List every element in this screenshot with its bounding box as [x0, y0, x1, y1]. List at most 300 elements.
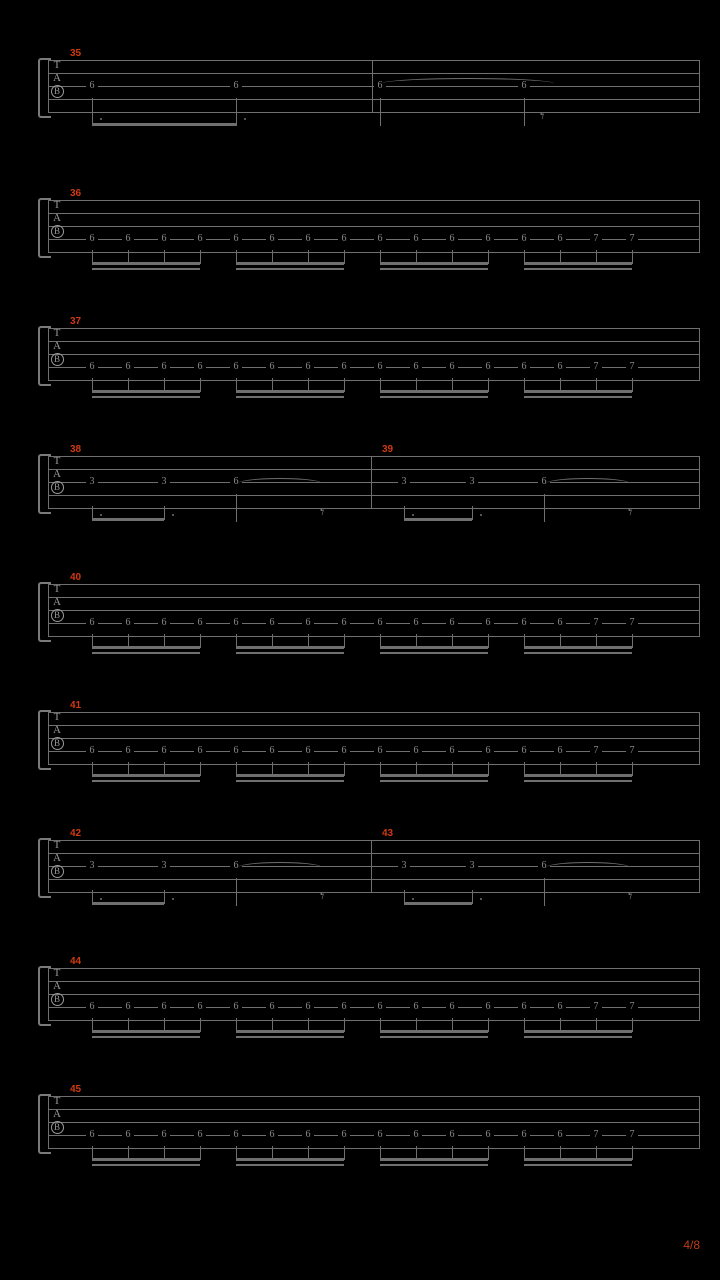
staff-start-barline — [48, 968, 49, 1020]
note-stem — [380, 98, 381, 126]
tab-note: 6 — [338, 746, 350, 756]
note-stem — [488, 634, 489, 648]
staff-line — [48, 636, 700, 637]
note-stem — [560, 378, 561, 392]
note-stem — [344, 1018, 345, 1032]
beam — [380, 774, 488, 777]
tab-note: 7 — [590, 362, 602, 372]
staff-end-barline — [699, 968, 700, 1020]
note-stem — [488, 1018, 489, 1032]
tab-clef — [50, 199, 64, 238]
tab-note: 6 — [374, 234, 386, 244]
tab-note: 6 — [446, 1002, 458, 1012]
note-stem — [308, 634, 309, 648]
note-stem — [164, 378, 165, 392]
tab-note: 3 — [86, 861, 98, 871]
tab-note: 6 — [122, 234, 134, 244]
beam — [236, 1036, 344, 1038]
staff-line — [48, 725, 700, 726]
note-stem — [236, 250, 237, 264]
tab-clef-letter: T — [53, 59, 61, 71]
tab-note: 7 — [590, 1002, 602, 1012]
note-stem — [416, 762, 417, 776]
beam — [92, 262, 200, 265]
note-stem — [236, 878, 237, 906]
tab-staff — [48, 584, 700, 636]
tab-clef-letter: A — [53, 212, 61, 224]
tab-clef — [50, 327, 64, 366]
note-stem — [308, 250, 309, 264]
staff-line — [48, 968, 700, 969]
staff-line — [48, 584, 700, 585]
tab-note: 6 — [482, 1130, 494, 1140]
tab-note: 6 — [86, 362, 98, 372]
note-stem — [524, 1146, 525, 1160]
tab-clef-letter: B — [51, 225, 64, 238]
tab-note: 6 — [446, 234, 458, 244]
tab-note: 6 — [482, 1002, 494, 1012]
tab-note: 6 — [338, 234, 350, 244]
staff-end-barline — [699, 456, 700, 508]
note-stem — [200, 1018, 201, 1032]
tab-staff — [48, 200, 700, 252]
staff-end-barline — [699, 60, 700, 112]
tab-note: 3 — [398, 861, 410, 871]
staff-start-barline — [48, 60, 49, 112]
tab-note: 6 — [410, 1130, 422, 1140]
staff-line — [48, 341, 700, 342]
tab-note: 7 — [626, 618, 638, 628]
staff-start-barline — [48, 328, 49, 380]
note-stem — [344, 634, 345, 648]
note-stem — [344, 762, 345, 776]
note-stem — [632, 1018, 633, 1032]
beam — [92, 780, 200, 782]
note-stem — [488, 762, 489, 776]
note-stem — [308, 1018, 309, 1032]
tab-clef-letter: T — [53, 583, 61, 595]
note-stem — [200, 634, 201, 648]
tab-note: 6 — [554, 1002, 566, 1012]
staff-start-barline — [48, 1096, 49, 1148]
note-stem — [164, 506, 165, 520]
staff-start-barline — [48, 200, 49, 252]
staff-line — [48, 60, 700, 61]
beam — [236, 268, 344, 270]
note-stem — [452, 634, 453, 648]
tie-slur — [546, 862, 630, 873]
note-stem — [128, 1146, 129, 1160]
tab-note: 7 — [626, 1130, 638, 1140]
note-stem — [128, 634, 129, 648]
tab-note: 3 — [158, 477, 170, 487]
note-stem — [404, 890, 405, 904]
beam — [92, 123, 236, 126]
staff-line — [48, 495, 700, 496]
note-stem — [560, 1018, 561, 1032]
measure-number: 36 — [70, 188, 82, 199]
note-stem — [560, 762, 561, 776]
beam — [92, 902, 164, 905]
tie-slur — [238, 862, 322, 873]
note-stem — [596, 250, 597, 264]
beam — [236, 780, 344, 782]
tab-note: 6 — [86, 746, 98, 756]
tab-clef-letter: T — [53, 199, 61, 211]
tab-note: 6 — [554, 362, 566, 372]
note-stem — [416, 634, 417, 648]
beam — [380, 268, 488, 270]
tab-note: 6 — [374, 1002, 386, 1012]
tab-clef-letter: B — [51, 865, 64, 878]
note-stem — [272, 634, 273, 648]
tab-note: 6 — [158, 234, 170, 244]
beam — [524, 1164, 632, 1166]
staff-line — [48, 738, 700, 739]
augmentation-dot — [412, 514, 414, 516]
note-stem — [92, 506, 93, 520]
tab-note: 6 — [122, 746, 134, 756]
note-stem — [524, 98, 525, 126]
tab-note: 6 — [374, 746, 386, 756]
note-stem — [416, 1146, 417, 1160]
tie-slur — [238, 478, 322, 489]
tab-staff — [48, 968, 700, 1020]
beam — [380, 1030, 488, 1033]
staff-line — [48, 456, 700, 457]
tab-note: 6 — [230, 1130, 242, 1140]
beam — [524, 262, 632, 265]
tab-clef-letter: B — [51, 85, 64, 98]
tab-note: 7 — [590, 746, 602, 756]
beam — [380, 780, 488, 782]
tab-note: 6 — [518, 234, 530, 244]
note-stem — [380, 762, 381, 776]
tab-note: 7 — [590, 1130, 602, 1140]
tab-note: 6 — [302, 234, 314, 244]
tab-note: 6 — [446, 618, 458, 628]
beam — [524, 396, 632, 398]
note-stem — [560, 1146, 561, 1160]
note-stem — [272, 378, 273, 392]
tab-clef-letter: B — [51, 737, 64, 750]
tab-note: 3 — [466, 861, 478, 871]
beam — [404, 902, 472, 905]
beam — [92, 1164, 200, 1166]
staff-line — [48, 73, 700, 74]
tab-note: 6 — [194, 618, 206, 628]
tab-note: 6 — [518, 746, 530, 756]
note-stem — [128, 762, 129, 776]
note-stem — [92, 250, 93, 264]
note-stem — [488, 250, 489, 264]
note-stem — [92, 634, 93, 648]
tab-note: 6 — [266, 362, 278, 372]
tab-note: 6 — [410, 1002, 422, 1012]
note-stem — [308, 378, 309, 392]
staff-line — [48, 994, 700, 995]
tab-note: 6 — [230, 1002, 242, 1012]
tab-note: 6 — [446, 746, 458, 756]
tab-clef — [50, 967, 64, 1006]
measure-number: 41 — [70, 700, 82, 711]
note-stem — [164, 1018, 165, 1032]
tab-note: 7 — [626, 746, 638, 756]
tab-note: 3 — [86, 477, 98, 487]
measure-barline — [371, 840, 372, 892]
tab-note: 6 — [122, 1130, 134, 1140]
tab-note: 6 — [86, 1002, 98, 1012]
tab-clef — [50, 839, 64, 878]
note-stem — [380, 378, 381, 392]
tab-clef-letter: T — [53, 1095, 61, 1107]
note-stem — [236, 634, 237, 648]
beam — [404, 518, 472, 521]
staff-line — [48, 981, 700, 982]
tab-note: 6 — [122, 618, 134, 628]
staff-line — [48, 1148, 700, 1149]
measure-number: 42 — [70, 828, 82, 839]
tab-note: 6 — [230, 234, 242, 244]
note-stem — [92, 1146, 93, 1160]
note-stem — [524, 762, 525, 776]
tab-note: 6 — [374, 362, 386, 372]
tab-note: 3 — [466, 477, 478, 487]
beam — [236, 396, 344, 398]
staff-line — [48, 1122, 700, 1123]
staff-line — [48, 1020, 700, 1021]
tab-clef-letter: B — [51, 481, 64, 494]
tab-note: 6 — [338, 618, 350, 628]
tab-note: 6 — [302, 1130, 314, 1140]
note-stem — [164, 634, 165, 648]
note-stem — [416, 378, 417, 392]
note-stem — [632, 634, 633, 648]
staff-end-barline — [699, 840, 700, 892]
tab-note: 7 — [626, 1002, 638, 1012]
tab-note: 6 — [410, 362, 422, 372]
tab-clef-letter: A — [53, 1108, 61, 1120]
staff-line — [48, 840, 700, 841]
note-stem — [164, 890, 165, 904]
augmentation-dot — [172, 898, 174, 900]
beam — [92, 518, 164, 521]
beam — [380, 1036, 488, 1038]
note-stem — [560, 250, 561, 264]
staff-line — [48, 610, 700, 611]
note-stem — [236, 762, 237, 776]
tie-slur — [382, 78, 554, 89]
note-stem — [344, 1146, 345, 1160]
beam — [524, 390, 632, 393]
staff-start-barline — [48, 712, 49, 764]
tab-staff — [48, 712, 700, 764]
measure-number: 44 — [70, 956, 82, 967]
tab-note: 6 — [86, 234, 98, 244]
beam — [380, 646, 488, 649]
beam — [524, 646, 632, 649]
staff-line — [48, 328, 700, 329]
tab-note: 6 — [518, 618, 530, 628]
tab-clef-letter: B — [51, 353, 64, 366]
note-stem — [92, 890, 93, 904]
measure-barline — [372, 60, 373, 112]
note-stem — [596, 378, 597, 392]
note-stem — [272, 1018, 273, 1032]
note-stem — [596, 1146, 597, 1160]
tab-note: 6 — [518, 1130, 530, 1140]
beam — [236, 1164, 344, 1166]
augmentation-dot — [244, 118, 246, 120]
note-stem — [164, 1146, 165, 1160]
tab-clef-letter: T — [53, 455, 61, 467]
note-stem — [404, 506, 405, 520]
note-stem — [596, 634, 597, 648]
tab-note: 6 — [266, 1130, 278, 1140]
note-stem — [236, 98, 237, 126]
augmentation-dot — [100, 118, 102, 120]
staff-line — [48, 380, 700, 381]
note-stem — [200, 1146, 201, 1160]
beam — [92, 652, 200, 654]
tab-clef-letter: A — [53, 724, 61, 736]
beam — [92, 1030, 200, 1033]
tab-note: 6 — [158, 1002, 170, 1012]
note-stem — [488, 1146, 489, 1160]
tab-note: 6 — [554, 1130, 566, 1140]
beam — [236, 1158, 344, 1161]
tab-note: 6 — [538, 477, 550, 487]
note-stem — [596, 1018, 597, 1032]
tab-clef-letter: T — [53, 711, 61, 723]
beam — [92, 774, 200, 777]
tab-note: 6 — [374, 618, 386, 628]
tab-clef — [50, 59, 64, 98]
note-stem — [452, 378, 453, 392]
note-stem — [236, 1018, 237, 1032]
measure-number: 45 — [70, 1084, 82, 1095]
staff-end-barline — [699, 712, 700, 764]
tab-note: 7 — [626, 234, 638, 244]
tab-staff — [48, 328, 700, 380]
tab-clef-letter: A — [53, 468, 61, 480]
tab-clef-letter: A — [53, 340, 61, 352]
note-stem — [472, 506, 473, 520]
note-stem — [632, 250, 633, 264]
tab-note: 6 — [122, 362, 134, 372]
beam — [92, 396, 200, 398]
staff-line — [48, 226, 700, 227]
tab-note: 6 — [230, 618, 242, 628]
tab-note: 6 — [410, 746, 422, 756]
tab-note: 6 — [158, 362, 170, 372]
note-stem — [344, 378, 345, 392]
beam — [92, 1036, 200, 1038]
beam — [236, 652, 344, 654]
measure-number: 43 — [382, 828, 394, 839]
note-stem — [452, 250, 453, 264]
staff-line — [48, 712, 700, 713]
tab-note: 6 — [230, 746, 242, 756]
tab-clef-letter: A — [53, 980, 61, 992]
tab-note: 7 — [626, 362, 638, 372]
augmentation-dot — [480, 514, 482, 516]
tab-note: 6 — [230, 362, 242, 372]
tab-note: 6 — [410, 234, 422, 244]
note-stem — [164, 250, 165, 264]
tab-note: 6 — [338, 362, 350, 372]
note-stem — [632, 762, 633, 776]
tab-clef — [50, 1095, 64, 1134]
tab-note: 6 — [194, 746, 206, 756]
note-stem — [272, 1146, 273, 1160]
beam — [92, 390, 200, 393]
beam — [380, 390, 488, 393]
note-stem — [308, 1146, 309, 1160]
note-stem — [380, 1146, 381, 1160]
beam — [236, 774, 344, 777]
tab-note: 6 — [86, 81, 98, 91]
tab-note: 6 — [410, 618, 422, 628]
staff-line — [48, 354, 700, 355]
tab-note: 7 — [590, 234, 602, 244]
note-stem — [380, 250, 381, 264]
note-stem — [524, 634, 525, 648]
tab-note: 6 — [122, 1002, 134, 1012]
note-stem — [128, 378, 129, 392]
beam — [236, 390, 344, 393]
staff-line — [48, 200, 700, 201]
tab-staff — [48, 1096, 700, 1148]
beam — [236, 1030, 344, 1033]
tab-note: 6 — [482, 362, 494, 372]
staff-line — [48, 469, 700, 470]
measure-number: 35 — [70, 48, 82, 59]
beam — [380, 1158, 488, 1161]
tab-clef — [50, 711, 64, 750]
tab-clef-letter: A — [53, 852, 61, 864]
note-stem — [560, 634, 561, 648]
staff-line — [48, 879, 700, 880]
note-stem — [200, 378, 201, 392]
staff-end-barline — [699, 584, 700, 636]
note-stem — [92, 1018, 93, 1032]
note-stem — [128, 250, 129, 264]
tab-note: 6 — [482, 746, 494, 756]
beam — [524, 774, 632, 777]
note-stem — [544, 494, 545, 522]
tab-note: 6 — [374, 1130, 386, 1140]
tab-note: 6 — [158, 618, 170, 628]
staff-start-barline — [48, 456, 49, 508]
tab-note: 3 — [398, 477, 410, 487]
beam — [380, 396, 488, 398]
note-stem — [92, 378, 93, 392]
tab-note: 6 — [538, 861, 550, 871]
beam — [236, 262, 344, 265]
staff-line — [48, 764, 700, 765]
tab-note: 6 — [230, 861, 242, 871]
note-stem — [416, 1018, 417, 1032]
beam — [524, 1036, 632, 1038]
staff-end-barline — [699, 1096, 700, 1148]
tab-note: 6 — [302, 362, 314, 372]
tab-note: 6 — [518, 362, 530, 372]
note-stem — [380, 1018, 381, 1032]
tab-note: 6 — [446, 362, 458, 372]
note-stem — [92, 762, 93, 776]
tab-note: 6 — [194, 1130, 206, 1140]
